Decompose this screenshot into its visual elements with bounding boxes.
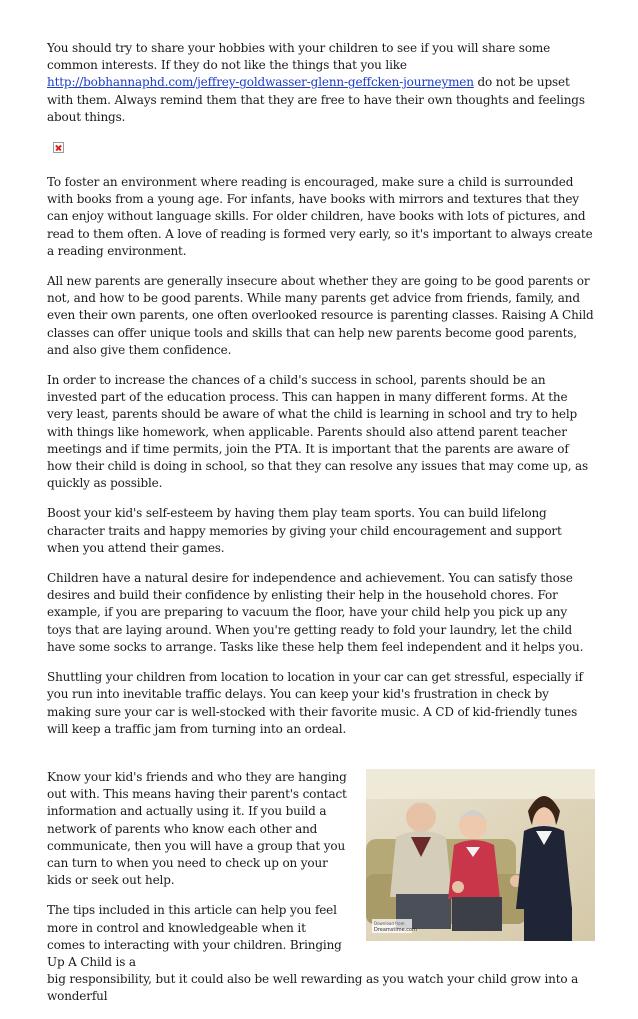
broken-image	[47, 139, 595, 174]
family-photo-illustration	[366, 769, 595, 941]
watermark-brand: Dreamstime.com	[374, 926, 417, 933]
paragraph-text: do not be upset with them. Always remind them that they are free to have their own thoughts and feelings about things.	[47, 75, 585, 124]
paragraph-new-parents: All new parents are generally insecure about whether they are going to be good parents or not, and how to be good parents. While many parents get advice from friends, family, and even their own parents, one often overlooked resource is parenting classes. Raising A Child classes can offer unique tools and skills that can help new parents become good parents, and also give them confidence.	[47, 274, 594, 357]
paragraph-reading: To foster an environment where reading is encouraged, make sure a child is surrounded with books from a young age. For infants, have books with mirrors and textures that they can enjoy without language skills. For older children, have books with lots of pictures, and read to them often. A love of reading is formed very early, so it's important to always create a reading environment.	[47, 175, 593, 258]
paragraph-car: Shuttling your children from location to location in your car can get stressful, especially if you run into inevitable traffic delays. You can keep your kid's frustration in check by making sure your car is well-stocked with their favorite music. A CD of kid-friendly tunes will keep a traffic jam from turning into an ordeal.	[47, 670, 583, 736]
paragraph-conclusion	[47, 902, 347, 971]
watermark-sub: Download from	[374, 920, 405, 926]
broken-image-icon	[53, 142, 64, 153]
article-link[interactable]: http://bobhannaphd.com/jeffrey-goldwasser-glenn-geffcken-journeymen	[47, 75, 474, 90]
paragraph-friends: Know your kid's friends and who they are hanging out with. This means having their parent's contact information and actually using it. If you build a network of parents who know each other and communicate, then you will have a group that you can turn to when you need to check up on your kids or seek out help.	[47, 769, 347, 888]
paragraph-school: In order to increase the chances of a child's success in school, parents should be an invested part of the education process. This can happen in many different forms. At the very least, parents should be aware of what the child is learning in school and try to help with things like homework, when applicable. Parents should also attend parent teacher meetings and if time permits, join the PTA. It is important that the parents are aware of how their child is doing in school, so that they can resolve any issues that may come up, as quickly as possible.	[47, 373, 589, 491]
stock-photo-family	[366, 769, 595, 941]
paragraph-text: The tips included in this article can help you feel more in control and knowledgeable when it comes to interacting with your children. Bringing Up A Child is a	[47, 903, 342, 969]
image-section	[47, 769, 595, 1006]
paragraph-text: You should try to share your hobbies with your children to see if you will share some common interests. If they do not like the things that you like	[47, 41, 551, 73]
paragraph-conclusion-continued: big responsibility, but it could also be well rewarding as you watch your child grow into a wonderful	[47, 972, 579, 1004]
paragraph-hobbies	[47, 40, 595, 126]
paragraph-chores: Children have a natural desire for independence and achievement. You can satisfy those desires and build their confidence by enlisting their help in the household chores. For example, if you are preparing to vacuum the floor, have your child help you pick up any toys that are laying around. When you're getting ready to fold your laundry, let the child have some socks to arrange. Tasks like these help them feel independent and it helps you.	[47, 571, 584, 654]
article-body	[47, 40, 595, 1019]
paragraph-sports: Boost your kid's self-esteem by having them play team sports. You can build lifelong character traits and happy memories by giving your child encouragement and support when you attend their games.	[47, 506, 562, 555]
